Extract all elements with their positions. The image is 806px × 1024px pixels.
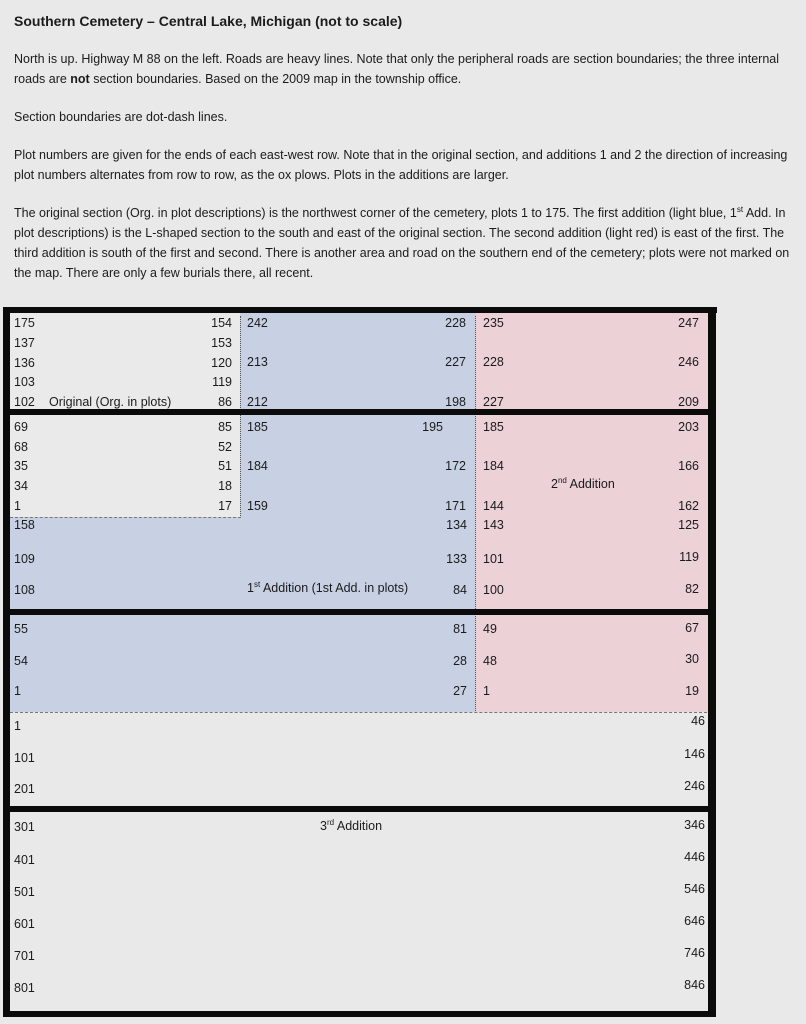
plot-number-first-addition: 27 [453, 684, 467, 698]
road-south [3, 1011, 716, 1017]
plot-number-second-addition: 119 [679, 550, 699, 564]
first-addition-label-a: 1 [247, 581, 254, 595]
plot-number-third-addition: 701 [14, 949, 35, 963]
plot-number-second-addition: 162 [678, 499, 699, 513]
second-addition-label [551, 477, 615, 492]
plot-number-first-addition: 158 [14, 518, 35, 532]
plot-number-third-addition: 246 [684, 779, 705, 793]
plot-number-first-addition: 184 [247, 459, 268, 473]
plot-number-first-addition: 159 [247, 499, 268, 513]
section-boundary-note: Section boundaries are dot-dash lines. [14, 110, 228, 124]
plot-number-second-addition: 82 [685, 582, 699, 596]
plot-number-first-addition: 185 [247, 420, 268, 434]
plot-number-second-addition: 247 [678, 316, 699, 330]
second-addition-label-b: Addition [566, 477, 615, 491]
plot-number-third-addition: 601 [14, 917, 35, 931]
plot-number-original: 153 [211, 336, 232, 350]
second-addition-label-sup: nd [557, 475, 567, 485]
plot-numbering-note: Plot numbers are given for the ends of each east-west row. Note that in the original section, and additions 1 and 2 the direction of increasing plot numbers alternates from row to row, as the ox plows. Plots in the additions are larger. [14, 148, 788, 182]
plot-number-third-addition: 346 [684, 818, 705, 832]
plot-number-first-addition: 134 [446, 518, 467, 532]
second-addition-label-a: 2 [551, 477, 558, 491]
third-addition-label-a: 3 [320, 819, 327, 833]
plot-number-original: 34 [14, 479, 28, 493]
plot-number-original: 85 [218, 420, 232, 434]
road-internal-2 [3, 609, 716, 615]
plot-number-first-addition: 108 [14, 583, 35, 597]
plot-number-second-addition: 185 [483, 420, 504, 434]
plot-number-second-addition: 67 [685, 621, 699, 635]
page-title: Southern Cemetery – Central Lake, Michigan (not to scale) [14, 13, 403, 29]
intro-text-a: North is up. Highway M 88 on the left. Roads are heavy lines. Note that only the peripheral roads are section boundaries; the three internal roads are [14, 52, 780, 86]
plot-number-original: 18 [218, 479, 232, 493]
plot-number-first-addition: 213 [247, 355, 268, 369]
plot-number-second-addition: 125 [678, 518, 699, 532]
plot-number-second-addition: 48 [483, 654, 497, 668]
road-internal-3 [3, 806, 716, 812]
plot-number-first-addition: 84 [453, 583, 467, 597]
plot-number-third-addition: 746 [684, 946, 705, 960]
plot-number-original: 154 [211, 316, 232, 330]
plot-number-third-addition: 401 [14, 853, 35, 867]
plot-number-second-addition: 246 [678, 355, 699, 369]
plot-number-second-addition: 1 [483, 684, 490, 698]
plot-number-first-addition: 171 [445, 499, 466, 513]
plot-number-second-addition: 144 [483, 499, 504, 513]
plot-number-third-addition: 201 [14, 782, 35, 796]
third-addition-label [320, 819, 382, 834]
sections-text-a: The original section (Org. in plot descriptions) is the northwest corner of the cemetery, plots 1 to 175. The first addition (light blue, 1 [14, 206, 737, 220]
plot-number-original: 103 [14, 375, 35, 389]
plot-number-original: 52 [218, 440, 232, 454]
plot-number-second-addition: 49 [483, 622, 497, 636]
plot-number-second-addition: 19 [685, 684, 699, 698]
plot-number-original: 136 [14, 356, 35, 370]
plot-number-original: 175 [14, 316, 35, 330]
plot-number-second-addition: 203 [678, 420, 699, 434]
plot-number-original: 1 [14, 499, 21, 513]
plot-number-first-addition: 242 [247, 316, 268, 330]
plot-number-third-addition: 146 [684, 747, 705, 761]
original-east-boundary [240, 316, 241, 518]
plot-number-first-addition: 212 [247, 395, 268, 409]
intro-text-b: section boundaries. Based on the 2009 map in the township office. [89, 72, 462, 86]
plot-number-second-addition: 143 [483, 518, 504, 532]
sections-text-b: Add. In plot descriptions) is the L-shaped section to the south and east of the original section. The second addition (light red) is east of the first. The third addition is south of the first and second. There is another area and road on the southern end of the cemetery; plots were not marked on the map. There are only a few burials there, all recent. [14, 206, 790, 280]
plot-number-first-addition: 133 [446, 552, 467, 566]
first-second-addition-boundary [475, 316, 476, 711]
first-addition-label [247, 581, 408, 596]
plot-number-second-addition: 100 [483, 583, 504, 597]
plot-number-first-addition: 227 [445, 355, 466, 369]
plot-number-first-addition: 81 [453, 622, 467, 636]
road-north [4, 307, 717, 313]
plot-number-first-addition: 172 [445, 459, 466, 473]
plot-number-third-addition: 101 [14, 751, 35, 765]
third-addition-north-boundary [10, 712, 712, 713]
plot-number-first-addition: 198 [445, 395, 466, 409]
plot-number-original: 69 [14, 420, 28, 434]
plot-number-original: 86 [218, 395, 232, 409]
plot-number-original: 17 [218, 499, 232, 513]
sections-text-sup: st [736, 204, 744, 214]
plot-number-second-addition: 166 [678, 459, 699, 473]
plot-number-second-addition: 228 [483, 355, 504, 369]
plot-number-third-addition: 846 [684, 978, 705, 992]
plot-number-second-addition: 209 [678, 395, 699, 409]
original-south-boundary [10, 517, 241, 518]
first-addition-label-b: Addition (1st Add. in plots) [260, 581, 409, 595]
plot-number-first-addition: 1 [14, 684, 21, 698]
plot-number-third-addition: 1 [14, 719, 21, 733]
plot-number-third-addition: 646 [684, 914, 705, 928]
plot-number-original: 51 [218, 459, 232, 473]
plot-number-first-addition: 228 [445, 316, 466, 330]
plot-number-original: 102 [14, 395, 35, 409]
plot-number-third-addition: 546 [684, 882, 705, 896]
plot-number-third-addition: 501 [14, 885, 35, 899]
plot-number-first-addition: 54 [14, 654, 28, 668]
plot-number-original: 35 [14, 459, 28, 473]
plot-number-original: 137 [14, 336, 35, 350]
plot-number-second-addition: 235 [483, 316, 504, 330]
plot-number-third-addition: 801 [14, 981, 35, 995]
first-addition-area-north [240, 313, 476, 517]
intro-text-bold: not [70, 72, 90, 86]
plot-number-second-addition: 101 [483, 552, 504, 566]
plot-number-original: 119 [212, 375, 232, 389]
third-addition-label-b: Addition [334, 819, 383, 833]
plot-number-third-addition: 46 [691, 714, 705, 728]
plot-number-original: 120 [211, 356, 232, 370]
plot-number-third-addition: 446 [684, 850, 705, 864]
plot-number-second-addition: 227 [483, 395, 504, 409]
plot-number-third-addition: 301 [14, 820, 35, 834]
plot-number-first-addition: 109 [14, 552, 35, 566]
plot-number-first-addition: 195 [422, 420, 443, 434]
plot-number-first-addition: 28 [453, 654, 467, 668]
plot-number-first-addition: 55 [14, 622, 28, 636]
plot-number-original: 68 [14, 440, 28, 454]
first-addition-label-sup: st [253, 579, 261, 589]
plot-number-second-addition: 30 [685, 652, 699, 666]
third-addition-label-sup: rd [326, 817, 335, 827]
original-section-label: Original (Org. in plots) [49, 395, 172, 409]
plot-number-second-addition: 184 [483, 459, 504, 473]
